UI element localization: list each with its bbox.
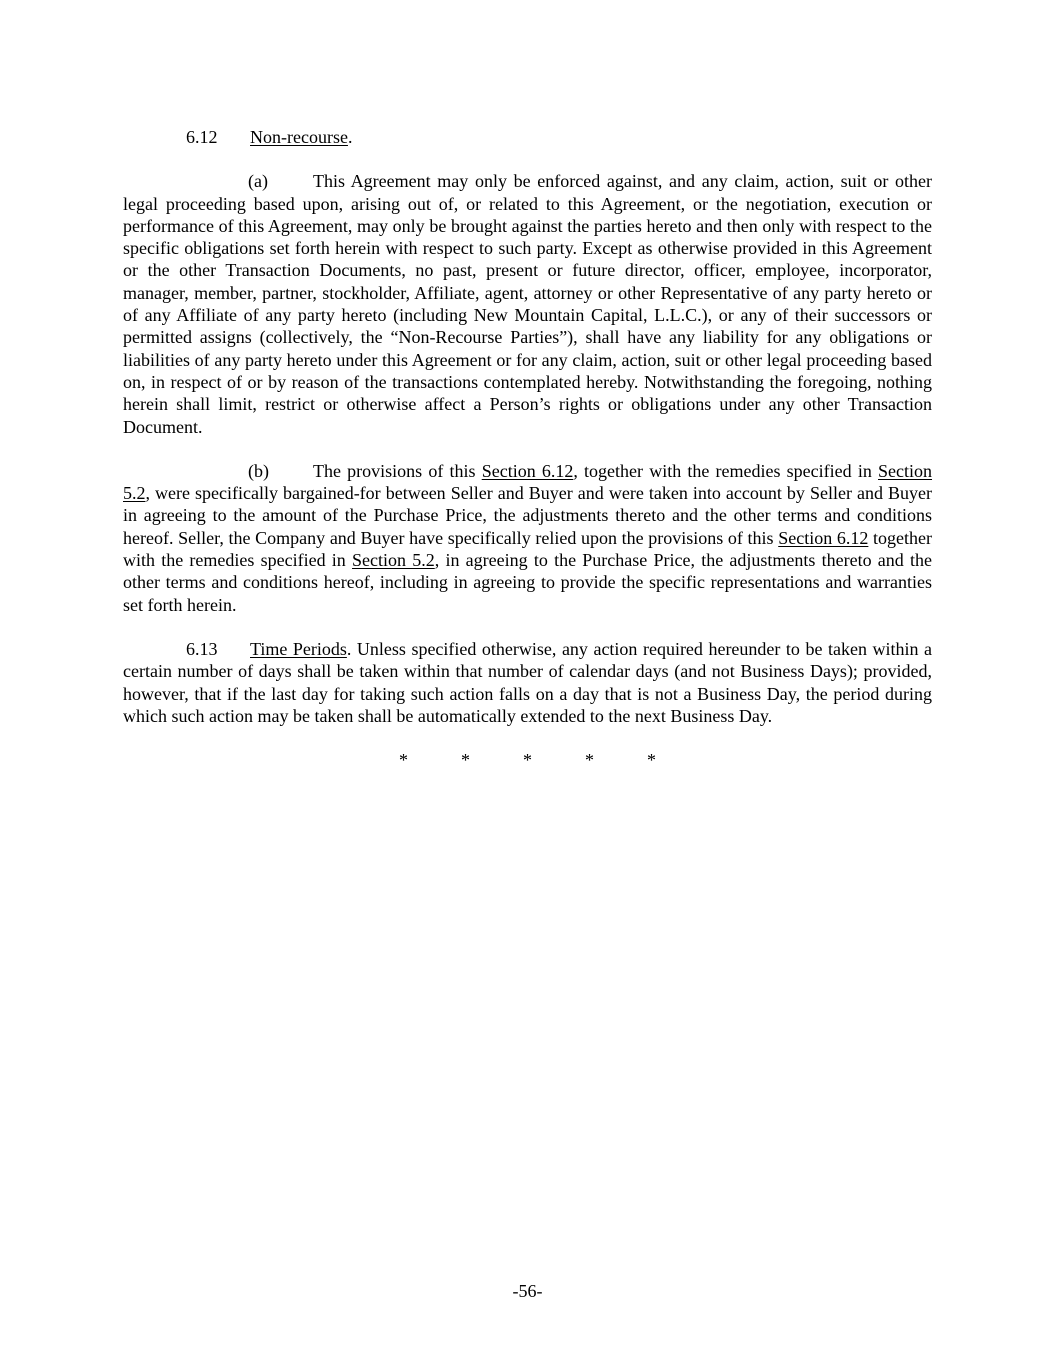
text-run: This Agreement may only be enforced against, and any claim, action, suit or other legal proceeding based upon, arising out of, or related to this Agreement, or the negotiation, execution or performance of this Agreement, may only be brought against the parties hereto and then only with respect to the specific obligations set forth herein with respect to such party. Except as otherwise provided in this Agreement or the other Transaction Documents, no past, present or future director, officer, employee, incorporator, manager, member, partner, stockholder, Affiliate, agent, attorney or other Representative of any party hereto or of any Affiliate of any party hereto (including New Mountain Capital, L.L.C.), or any of their successors or permitted assigns (collectively, the “Non-Recourse Parties”), shall have any liability for any obligations or liabilities of any party hereto under this Agreement or for any claim, action, suit or other legal proceeding based on, in respect of or by reason of the transactions contemplated hereby. Notwithstanding the foregoing, nothing herein shall limit, restrict or otherwise affect a Person’s rights or obligations under any other Transaction Document. (123, 171, 932, 437)
paragraph-b (123, 460, 932, 616)
text-run: The provisions of this (313, 460, 482, 481)
paragraph-label: (a) (248, 171, 268, 192)
text-run: , together with the remedies specified in (573, 460, 879, 481)
asterisk: * (647, 750, 656, 771)
section-613-paragraph (123, 638, 932, 727)
text-run: together with the remedies specified in (123, 527, 932, 571)
underlined-text-run: Non-recourse (250, 127, 348, 147)
underlined-text-run: Section 5.2 (123, 460, 933, 504)
text-run: . Unless specified otherwise, any action required hereunder to be taken within a certain number of days shall be taken within that number of calendar days (and not Business Days); provided, however, that if the last day for taking such action falls on a day that is not a Business Day, the period during which such action may be taken shall be automatically extended to the next Business Day. (123, 638, 932, 726)
section-612-heading (123, 126, 932, 148)
asterisk: * (399, 750, 408, 771)
page-number: -56- (512, 1281, 543, 1301)
text-run: , in agreeing to the Purchase Price, the adjustments thereto and the other terms and conditions hereof, including in agreeing to provide the specific representations and warranties set forth herein. (123, 550, 932, 615)
paragraph-a (123, 170, 932, 438)
underlined-text-run: Section 6.12 (778, 527, 869, 548)
underlined-text-run: Section 6.12 (481, 460, 574, 481)
asterisk-separator (123, 749, 932, 771)
section-title (250, 127, 352, 147)
asterisk: * (461, 750, 470, 771)
asterisk: * (523, 750, 532, 771)
underlined-text-run: Section 5.2 (352, 550, 435, 571)
paragraph-text (123, 171, 932, 436)
section-number: 6.12 (186, 127, 218, 147)
document-content (123, 126, 932, 771)
text-run: , were specifically bargained-for between Seller and Buyer and were taken into account by Seller and Buyer in agreeing to the amount of the Purchase Price, the adjustments thereto and the other terms and conditions hereof. Seller, the Company and Buyer have specifically relied upon the provisions of this (123, 483, 932, 548)
asterisk: * (585, 750, 594, 771)
text-run: . (347, 127, 353, 147)
paragraph-text (123, 461, 932, 615)
paragraph-label: (b) (248, 460, 269, 481)
underlined-text-run: Time Periods (250, 638, 347, 659)
section-number: 6.13 (186, 638, 218, 659)
